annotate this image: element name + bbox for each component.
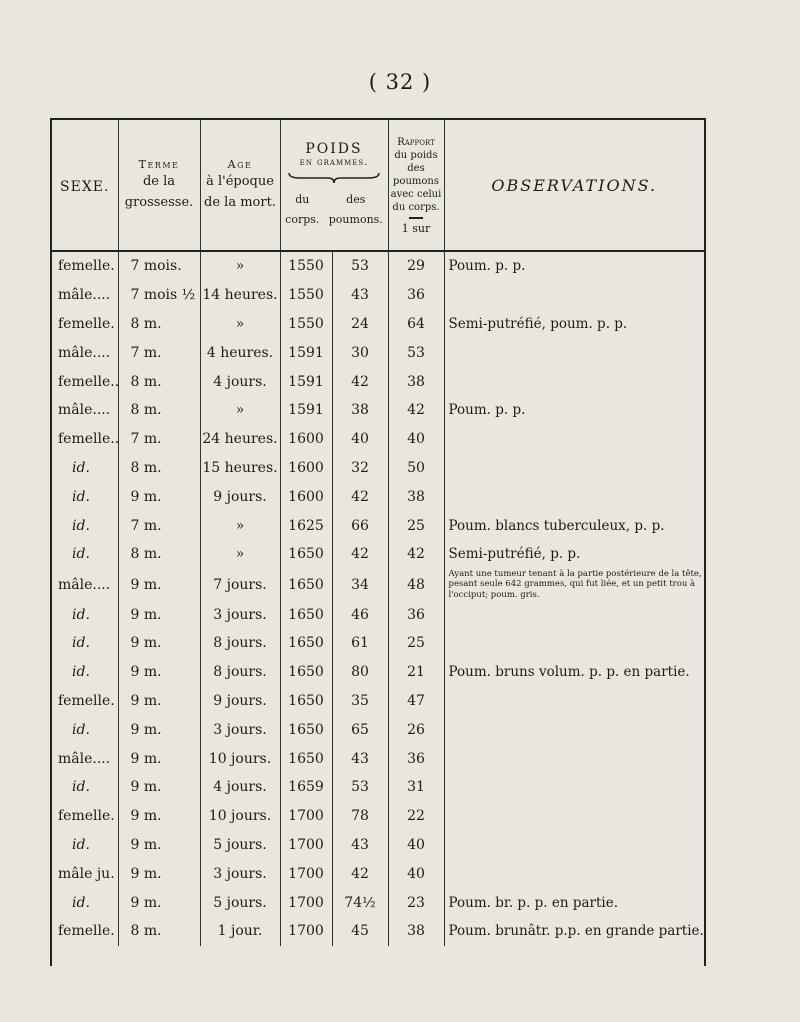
cell-terme: 9 m. bbox=[118, 773, 200, 802]
cell-sexe: id. bbox=[52, 658, 118, 687]
cell-terme: 7 mois. bbox=[118, 251, 200, 281]
cell-sexe: femelle.. bbox=[52, 425, 118, 454]
cell-rapport: 48 bbox=[388, 569, 444, 601]
cell-rapport: 36 bbox=[388, 744, 444, 773]
table-row bbox=[52, 310, 704, 339]
cell-poids-corps: 1550 bbox=[280, 251, 332, 281]
cell-observations bbox=[444, 367, 704, 396]
cell-terme: 9 m. bbox=[118, 715, 200, 744]
cell-age: 14 heures. bbox=[200, 281, 280, 310]
table-row bbox=[52, 511, 704, 540]
table-row bbox=[52, 658, 704, 687]
table-row bbox=[52, 396, 704, 425]
cell-sexe: id. bbox=[52, 454, 118, 483]
cell-observations: Poum. brunâtr. p.p. en grande partie. bbox=[448, 923, 704, 940]
header-rapport-7: 1 sur bbox=[401, 221, 431, 235]
cell-poids-corps: 1700 bbox=[280, 831, 332, 860]
cell-terme: 7 m. bbox=[118, 425, 200, 454]
cell-poids-corps: 1550 bbox=[280, 281, 332, 310]
header-rapport-1: Rapport bbox=[397, 136, 435, 148]
header-terme-sub2: grossesse. bbox=[124, 194, 194, 210]
table-row bbox=[52, 251, 704, 281]
header-observations-label: OBSERVATIONS. bbox=[491, 175, 658, 195]
cell-sexe: id. bbox=[52, 600, 118, 629]
cell-observations bbox=[444, 338, 704, 367]
cell-poids-poumons: 42 bbox=[332, 540, 388, 569]
table-row bbox=[52, 425, 704, 454]
cell-observations bbox=[444, 831, 704, 860]
table-row bbox=[52, 540, 704, 569]
cell-poids-corps: 1591 bbox=[280, 396, 332, 425]
cell-observations: Semi-putréfié, poum. p. p. bbox=[448, 315, 628, 332]
cell-age: 10 jours. bbox=[200, 744, 280, 773]
table-row bbox=[52, 859, 704, 888]
header-sexe bbox=[52, 119, 118, 251]
cell-age: 4 heures. bbox=[200, 338, 280, 367]
cell-rapport: 47 bbox=[388, 687, 444, 716]
cell-poids-corps: 1591 bbox=[280, 338, 332, 367]
header-rapport bbox=[388, 119, 444, 251]
cell-terme: 8 m. bbox=[118, 396, 200, 425]
cell-observations bbox=[444, 859, 704, 888]
cell-age: 5 jours. bbox=[200, 831, 280, 860]
cell-observations: Poum. bruns volum. p. p. en partie. bbox=[448, 664, 690, 681]
cell-age: 3 jours. bbox=[200, 600, 280, 629]
page-number: ( 32 ) bbox=[368, 70, 432, 94]
cell-poids-corps: 1591 bbox=[280, 367, 332, 396]
cell-terme: 9 m. bbox=[118, 859, 200, 888]
cell-terme: 9 m. bbox=[118, 802, 200, 831]
cell-rapport: 53 bbox=[388, 338, 444, 367]
cell-poids-corps: 1600 bbox=[280, 454, 332, 483]
header-poids-title: POIDS bbox=[305, 140, 363, 157]
cell-terme: 9 m. bbox=[118, 569, 200, 601]
table-row bbox=[52, 715, 704, 744]
cell-terme: 7 m. bbox=[118, 338, 200, 367]
cell-observations bbox=[444, 715, 704, 744]
cell-sexe: mâle.... bbox=[52, 396, 118, 425]
table-row bbox=[52, 773, 704, 802]
cell-age: » bbox=[200, 540, 280, 569]
cell-observations bbox=[444, 281, 704, 310]
cell-rapport: 29 bbox=[388, 251, 444, 281]
header-age bbox=[200, 119, 280, 251]
cell-age: 5 jours. bbox=[200, 888, 280, 917]
cell-sexe: femelle.. bbox=[52, 367, 118, 396]
cell-poids-poumons: 42 bbox=[332, 482, 388, 511]
cell-terme: 8 m. bbox=[118, 540, 200, 569]
cell-poids-corps: 1650 bbox=[280, 629, 332, 658]
cell-observations bbox=[444, 454, 704, 483]
cell-poids-poumons: 46 bbox=[332, 600, 388, 629]
header-terme-title: Terme bbox=[138, 157, 180, 171]
cell-observations bbox=[444, 629, 704, 658]
cell-sexe: id. bbox=[52, 831, 118, 860]
cell-terme: 9 m. bbox=[118, 744, 200, 773]
cell-rapport: 36 bbox=[388, 600, 444, 629]
cell-rapport: 23 bbox=[388, 888, 444, 917]
cell-sexe: id. bbox=[52, 540, 118, 569]
cell-rapport: 31 bbox=[388, 773, 444, 802]
cell-observations: Poum. br. p. p. en partie. bbox=[448, 894, 619, 911]
header-sexe-label: SEXE. bbox=[60, 178, 110, 195]
cell-observations: Poum. blancs tuberculeux, p. p. bbox=[448, 517, 665, 534]
table-row bbox=[52, 367, 704, 396]
table-row bbox=[52, 629, 704, 658]
cell-age: 1 jour. bbox=[200, 917, 280, 946]
cell-observations: Poum. p. p. bbox=[448, 402, 526, 419]
cell-poids-poumons: 80 bbox=[332, 658, 388, 687]
cell-sexe: femelle. bbox=[52, 917, 118, 946]
cell-observations bbox=[444, 600, 704, 629]
header-du-corps-1: du bbox=[295, 192, 310, 206]
header-des-poumons-2: poumons. bbox=[328, 212, 383, 226]
cell-poids-poumons: 24 bbox=[332, 310, 388, 339]
cell-age: 4 jours. bbox=[200, 773, 280, 802]
table-row bbox=[52, 281, 704, 310]
cell-terme: 8 m. bbox=[118, 454, 200, 483]
cell-sexe: id. bbox=[52, 511, 118, 540]
cell-age: 3 jours. bbox=[200, 715, 280, 744]
cell-poids-poumons: 43 bbox=[332, 831, 388, 860]
cell-poids-corps: 1625 bbox=[280, 511, 332, 540]
cell-poids-poumons: 42 bbox=[332, 859, 388, 888]
brace-icon bbox=[288, 172, 380, 184]
header-poids bbox=[280, 119, 388, 251]
table-row bbox=[52, 569, 704, 601]
cell-poids-corps: 1659 bbox=[280, 773, 332, 802]
cell-sexe: mâle ju. bbox=[52, 859, 118, 888]
cell-rapport: 38 bbox=[388, 367, 444, 396]
cell-poids-poumons: 45 bbox=[332, 917, 388, 946]
cell-age: 8 jours. bbox=[200, 658, 280, 687]
cell-terme: 8 m. bbox=[118, 367, 200, 396]
cell-rapport: 64 bbox=[388, 310, 444, 339]
cell-rapport: 21 bbox=[388, 658, 444, 687]
cell-sexe: id. bbox=[52, 773, 118, 802]
cell-poids-corps: 1650 bbox=[280, 744, 332, 773]
cell-sexe: mâle.... bbox=[52, 281, 118, 310]
header-age-sub1: à l'époque bbox=[206, 173, 274, 189]
cell-rapport: 40 bbox=[388, 859, 444, 888]
cell-sexe: mâle.... bbox=[52, 338, 118, 367]
cell-observations bbox=[444, 802, 704, 831]
cell-sexe: id. bbox=[52, 482, 118, 511]
cell-poids-poumons: 53 bbox=[332, 773, 388, 802]
cell-poids-poumons: 42 bbox=[332, 367, 388, 396]
cell-terme: 8 m. bbox=[118, 917, 200, 946]
cell-terme: 9 m. bbox=[118, 888, 200, 917]
cell-rapport: 22 bbox=[388, 802, 444, 831]
cell-poids-corps: 1650 bbox=[280, 540, 332, 569]
cell-terme: 9 m. bbox=[118, 658, 200, 687]
header-rapport-6: du corps. bbox=[392, 201, 440, 213]
header-rapport-3: des bbox=[407, 162, 425, 174]
cell-terme: 9 m. bbox=[118, 831, 200, 860]
cell-poids-corps: 1650 bbox=[280, 569, 332, 601]
cell-terme: 9 m. bbox=[118, 600, 200, 629]
cell-poids-poumons: 78 bbox=[332, 802, 388, 831]
cell-observations bbox=[444, 773, 704, 802]
header-terme bbox=[118, 119, 200, 251]
cell-poids-poumons: 43 bbox=[332, 281, 388, 310]
cell-age: » bbox=[200, 251, 280, 281]
cell-poids-corps: 1700 bbox=[280, 888, 332, 917]
cell-poids-corps: 1550 bbox=[280, 310, 332, 339]
header-poids-sub: en grammes. bbox=[299, 156, 369, 168]
cell-age: 4 jours. bbox=[200, 367, 280, 396]
cell-poids-poumons: 74½ bbox=[332, 888, 388, 917]
data-table bbox=[52, 118, 704, 946]
cell-poids-poumons: 40 bbox=[332, 425, 388, 454]
cell-sexe: femelle. bbox=[52, 310, 118, 339]
table-row bbox=[52, 917, 704, 946]
cell-poids-corps: 1700 bbox=[280, 859, 332, 888]
cell-age: 10 jours. bbox=[200, 802, 280, 831]
cell-sexe: id. bbox=[52, 629, 118, 658]
cell-observations bbox=[444, 744, 704, 773]
cell-rapport: 42 bbox=[388, 396, 444, 425]
cell-rapport: 40 bbox=[388, 425, 444, 454]
cell-sexe: femelle. bbox=[52, 802, 118, 831]
cell-sexe: mâle.... bbox=[52, 569, 118, 601]
table-row bbox=[52, 687, 704, 716]
table-row bbox=[52, 600, 704, 629]
header-rapport-5: avec celui bbox=[390, 188, 442, 200]
cell-poids-corps: 1650 bbox=[280, 715, 332, 744]
cell-age: 7 jours. bbox=[200, 569, 280, 601]
table-row bbox=[52, 482, 704, 511]
cell-poids-corps: 1650 bbox=[280, 600, 332, 629]
cell-poids-corps: 1600 bbox=[280, 425, 332, 454]
cell-rapport: 40 bbox=[388, 831, 444, 860]
header-des-poumons-1: des bbox=[346, 192, 366, 206]
table-body bbox=[52, 251, 704, 946]
cell-poids-poumons: 66 bbox=[332, 511, 388, 540]
cell-sexe: femelle. bbox=[52, 687, 118, 716]
cell-poids-poumons: 43 bbox=[332, 744, 388, 773]
cell-rapport: 25 bbox=[388, 511, 444, 540]
table-row bbox=[52, 338, 704, 367]
cell-poids-poumons: 38 bbox=[332, 396, 388, 425]
cell-terme: 8 m. bbox=[118, 310, 200, 339]
cell-age: 24 heures. bbox=[200, 425, 280, 454]
cell-rapport: 38 bbox=[388, 482, 444, 511]
cell-poids-corps: 1650 bbox=[280, 687, 332, 716]
cell-terme: 7 m. bbox=[118, 511, 200, 540]
table-row bbox=[52, 831, 704, 860]
cell-observations: Ayant une tumeur tenant à la partie postérieure de la tête, pesant seule 642 grammes, qui fut liée, et un petit trou à l'occiput; poum. gris. bbox=[448, 568, 702, 600]
data-table-frame bbox=[52, 118, 704, 966]
cell-observations: Poum. p. p. bbox=[448, 258, 526, 275]
cell-terme: 7 mois ½ bbox=[118, 281, 200, 310]
cell-age: 15 heures. bbox=[200, 454, 280, 483]
cell-sexe: id. bbox=[52, 888, 118, 917]
cell-rapport: 38 bbox=[388, 917, 444, 946]
cell-poids-poumons: 34 bbox=[332, 569, 388, 601]
cell-rapport: 25 bbox=[388, 629, 444, 658]
cell-terme: 9 m. bbox=[118, 687, 200, 716]
cell-sexe: id. bbox=[52, 715, 118, 744]
header-rapport-2: du poids bbox=[394, 149, 438, 161]
right-rule bbox=[704, 118, 706, 966]
header-rapport-4: poumons bbox=[393, 175, 439, 187]
cell-poids-poumons: 65 bbox=[332, 715, 388, 744]
left-rule bbox=[50, 118, 52, 966]
cell-rapport: 50 bbox=[388, 454, 444, 483]
cell-age: » bbox=[200, 396, 280, 425]
cell-age: 8 jours. bbox=[200, 629, 280, 658]
header-observations bbox=[444, 119, 704, 251]
table-row bbox=[52, 744, 704, 773]
cell-sexe: mâle.... bbox=[52, 744, 118, 773]
header-du-corps-2: corps. bbox=[285, 212, 320, 226]
cell-age: 3 jours. bbox=[200, 859, 280, 888]
table-row bbox=[52, 454, 704, 483]
table-row bbox=[52, 802, 704, 831]
cell-rapport: 42 bbox=[388, 540, 444, 569]
cell-poids-corps: 1600 bbox=[280, 482, 332, 511]
cell-poids-poumons: 53 bbox=[332, 251, 388, 281]
cell-age: » bbox=[200, 310, 280, 339]
cell-poids-corps: 1700 bbox=[280, 917, 332, 946]
cell-observations bbox=[444, 687, 704, 716]
cell-rapport: 26 bbox=[388, 715, 444, 744]
cell-poids-poumons: 32 bbox=[332, 454, 388, 483]
cell-poids-corps: 1650 bbox=[280, 658, 332, 687]
cell-observations bbox=[444, 482, 704, 511]
cell-poids-corps: 1700 bbox=[280, 802, 332, 831]
cell-observations bbox=[444, 425, 704, 454]
rapport-dash bbox=[409, 217, 423, 219]
cell-observations: Semi-putréfié, p. p. bbox=[448, 546, 581, 563]
cell-poids-poumons: 35 bbox=[332, 687, 388, 716]
cell-terme: 9 m. bbox=[118, 482, 200, 511]
header-terme-sub1: de la bbox=[142, 173, 176, 189]
cell-age: 9 jours. bbox=[200, 687, 280, 716]
cell-terme: 9 m. bbox=[118, 629, 200, 658]
cell-poids-poumons: 61 bbox=[332, 629, 388, 658]
cell-age: 9 jours. bbox=[200, 482, 280, 511]
cell-sexe: femelle. bbox=[52, 251, 118, 281]
cell-poids-poumons: 30 bbox=[332, 338, 388, 367]
cell-age: » bbox=[200, 511, 280, 540]
cell-rapport: 36 bbox=[388, 281, 444, 310]
header-age-title: Age bbox=[227, 157, 253, 171]
header-age-sub2: de la mort. bbox=[204, 194, 276, 210]
table-row bbox=[52, 888, 704, 917]
